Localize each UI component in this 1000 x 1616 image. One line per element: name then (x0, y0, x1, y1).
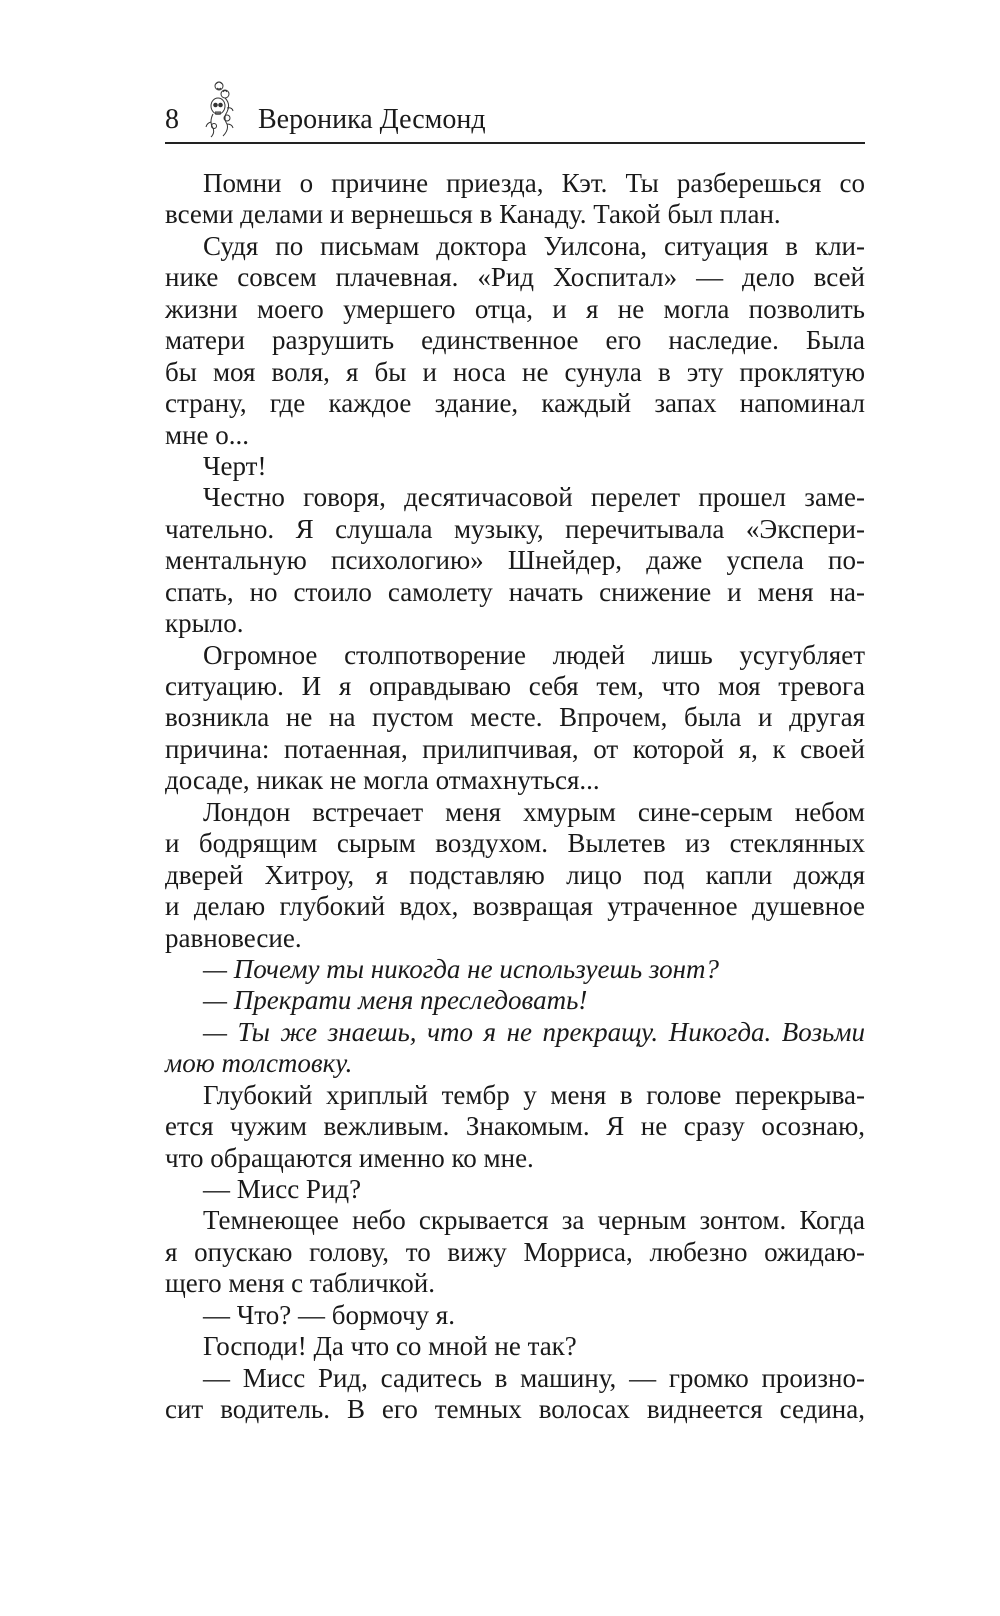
text-line: ется чужим вежливым. Знакомым. Я не сразу осознаю, (165, 1111, 865, 1142)
page-number: 8 (165, 104, 179, 135)
body-text (165, 168, 865, 1426)
text-line: ситуацию. И я оправдываю себя тем, что моя тревога (165, 671, 865, 701)
text-line: мне о... (165, 419, 250, 450)
text-line: жизни моего умершего отца, и я не могла позволить (165, 293, 865, 324)
text-line: Господи! Да что со мной не так? (203, 1331, 577, 1362)
text-line: всеми делами и вернешься в Канаду. Такой был план. (165, 199, 781, 230)
header-rule (165, 142, 865, 144)
text-line: я опускаю голову, то вижу Морриса, любезно ожидаю- (165, 1236, 865, 1267)
text-line: ментальную психологию» Шнейдер, даже успела по- (165, 545, 865, 576)
text-line: сит водитель. В его темных волосах виднеется седина, (165, 1394, 865, 1425)
dialogue-line-italic: мою толстовку. (165, 1048, 353, 1079)
text-line: досаде, никак не могла отмахнуться... (165, 765, 600, 796)
text-line: что обращаются именно ко мне. (165, 1142, 534, 1173)
text-line: дверей Хитроу, я подставляю лицо под капли дождя (165, 859, 865, 890)
skull-rose-ornament-icon (205, 78, 237, 138)
text-line: равновесие. (165, 922, 302, 953)
text-line: возникла не на пустом месте. Впрочем, была и другая (165, 702, 865, 733)
text-line: Помни о причине приезда, Кэт. Ты разберешься со (203, 168, 865, 198)
text-line: — Что? — бормочу я. (203, 1299, 455, 1330)
dialogue-line-italic: — Почему ты никогда не используешь зонт? (203, 953, 719, 984)
text-line: щего меня с табличкой. (165, 1268, 435, 1299)
text-line: Огромное столпотворение людей лишь усугубляет (203, 639, 865, 670)
dialogue-line-italic: — Ты же знаешь, что я не прекращу. Никогда. Возьми (203, 1016, 865, 1047)
text-line: — Мисс Рид? (203, 1174, 362, 1204)
text-line: Лондон встречает меня хмурым сине-серым небом (203, 796, 865, 827)
text-line: Судя по письмам доктора Уилсона, ситуация в кли- (203, 230, 865, 261)
text-line: бы моя воля, я бы и носа не сунула в эту проклятую (165, 356, 865, 387)
running-header (165, 0, 865, 145)
text-line: причина: потаенная, прилипчивая, от которой я, к своей (165, 733, 865, 764)
text-line: и делаю глубокий вдох, возвращая утраченное душевное (165, 891, 865, 922)
text-line: нике совсем плачевная. «Рид Хоспитал» — дело всей (165, 262, 865, 293)
text-line: Глубокий хриплый тембр у меня в голове перекрыва- (203, 1079, 865, 1110)
text-line: — Мисс Рид, садитесь в машину, — громко произно- (203, 1362, 865, 1393)
text-line: матери разрушить единственное его наследие. Была (165, 325, 865, 356)
text-line: Черт! (203, 450, 267, 481)
text-line: чательно. Я слушала музыку, перечитывала «Экспери- (165, 513, 865, 544)
text-line: страну, где каждое здание, каждый запах напоминал (165, 388, 865, 419)
text-line: спать, но стоило самолету начать снижение и меня на- (165, 576, 865, 607)
text-line: Честно говоря, десятичасовой перелет прошел заме- (203, 482, 865, 513)
text-line: крыло. (165, 608, 244, 639)
text-line: и бодрящим сырым воздухом. Вылетев из стеклянных (165, 828, 865, 859)
text-line: Темнеющее небо скрывается за черным зонтом. Когда (203, 1205, 865, 1236)
running-title: Вероника Десмонд (258, 104, 486, 135)
dialogue-line-italic: — Прекрати меня преследовать! (203, 985, 588, 1016)
